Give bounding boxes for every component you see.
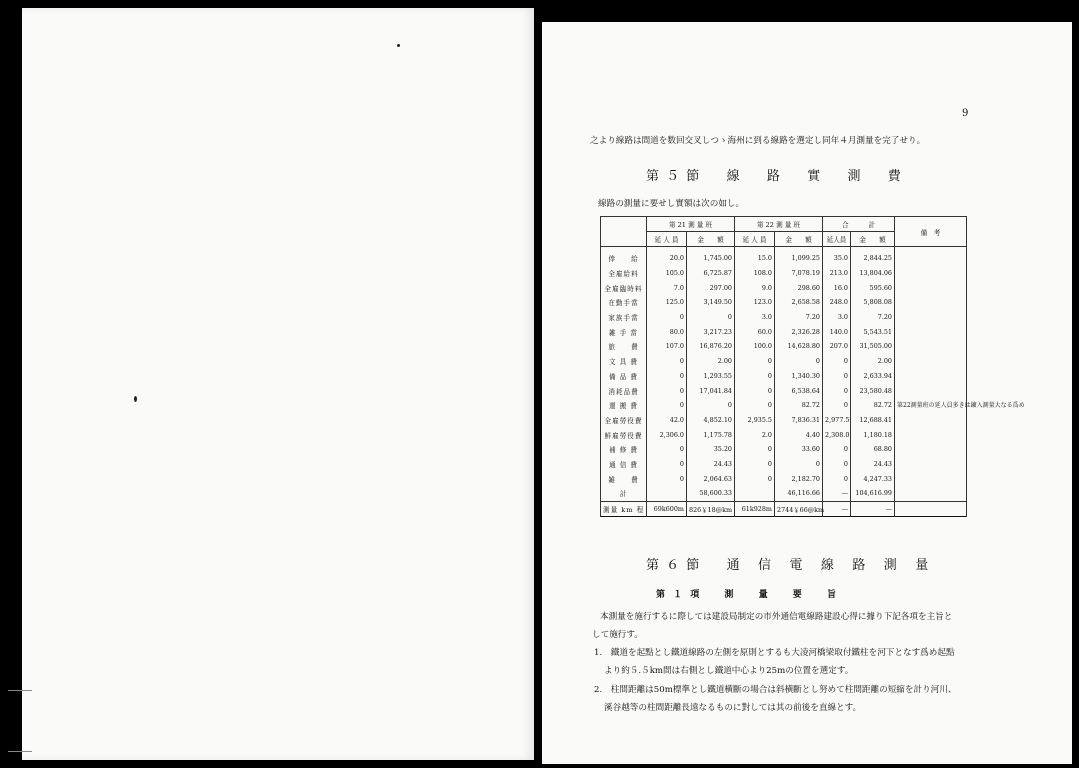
value-cell: 35.0 (823, 251, 851, 266)
value-cell: 2,977.5 (823, 413, 851, 428)
remarks-cell (895, 501, 967, 517)
value-cell: 100.0 (735, 339, 775, 354)
section5-lead: 線路の測量に要せし實額は次の如し。 (598, 199, 745, 209)
sub-header: 延 人 員 (735, 232, 775, 247)
value-cell: 2,658.58 (775, 295, 823, 310)
value-cell: 1,293.55 (687, 369, 735, 384)
value-cell: 213.0 (823, 266, 851, 281)
value-cell: 3.0 (823, 310, 851, 325)
value-cell: 108.0 (735, 266, 775, 281)
value-cell: 42.0 (647, 413, 687, 428)
value-cell: 20.0 (647, 251, 687, 266)
value-cell: 4.40 (775, 427, 823, 442)
para-line: 本測量を施行するに際しては建設局制定の市外通信電線路建設心得に據り下記各項を主旨と (600, 612, 953, 622)
value-cell: 0 (647, 457, 687, 472)
value-cell: 123.0 (735, 295, 775, 310)
value-cell: 2.00 (851, 354, 895, 369)
row-label: 通 信 費 (601, 457, 647, 472)
value-cell: 9.0 (735, 280, 775, 295)
group-header: 合 計 (823, 217, 895, 232)
value-cell: 0 (775, 457, 823, 472)
value-cell: 0 (823, 471, 851, 486)
section6-heading: 第６節 通 信 電 線 路 測 量 (646, 558, 936, 573)
value-cell: 0 (823, 442, 851, 457)
value-cell: 0 (735, 457, 775, 472)
table-body (601, 247, 1025, 517)
value-cell: 24.43 (687, 457, 735, 472)
value-cell: 0 (823, 383, 851, 398)
value-cell: 1,099.25 (775, 251, 823, 266)
value-cell: 5,808.08 (851, 295, 895, 310)
sub-header: 金 額 (851, 232, 895, 247)
value-cell: 7.0 (647, 280, 687, 295)
value-cell: 0 (735, 471, 775, 486)
sub-header: 延人員 (823, 232, 851, 247)
value-cell: 4,247.33 (851, 471, 895, 486)
item-2-line: 溪谷越等の柱間距離長遠なるものに對しては其の前後を直線とす。 (604, 703, 862, 713)
value-cell: 7,836.31 (775, 413, 823, 428)
value-cell: 2,844.25 (851, 251, 895, 266)
value-cell: 0 (647, 442, 687, 457)
value-cell: 6,725.87 (687, 266, 735, 281)
page-number: 9 (962, 108, 969, 119)
km-row (601, 501, 967, 517)
sub-header: 金 額 (687, 232, 735, 247)
value-cell: 0 (647, 398, 687, 413)
remarks-cell (895, 251, 1025, 501)
row-label: 計 (601, 486, 647, 501)
value-cell: 1,745.00 (687, 251, 735, 266)
value-cell: 35.20 (687, 442, 735, 457)
intro-line: 之より線路は間道を数回交叉しつゝ海州に到る線路を選定し同年４月測量を完了せり。 (590, 136, 926, 146)
table-row (601, 251, 967, 266)
dust-speck (397, 44, 400, 47)
value-cell: 0 (647, 354, 687, 369)
value-cell: 0 (823, 354, 851, 369)
value-cell: 0 (823, 398, 851, 413)
value-cell: 0 (647, 383, 687, 398)
remarks-header: 備 考 (895, 217, 967, 247)
value-cell: 2.00 (687, 354, 735, 369)
value-cell: 0 (647, 369, 687, 384)
value-cell: 2,935.5 (735, 413, 775, 428)
row-label: 全雇臨時料 (601, 280, 647, 295)
left-page (22, 8, 534, 760)
value-cell: 46,116.66 (775, 486, 823, 501)
value-cell: 3,149.50 (687, 295, 735, 310)
value-cell: 5,543.51 (851, 324, 895, 339)
row-label: 消耗品費 (601, 383, 647, 398)
value-cell: 0 (735, 383, 775, 398)
value-cell: 68.80 (851, 442, 895, 457)
value-cell: 24.43 (851, 457, 895, 472)
value-cell: — (851, 501, 895, 517)
remarks-note: 第22測量班の延人員多きは鑛入測量大なる爲め (897, 401, 1025, 409)
value-cell: 107.0 (647, 339, 687, 354)
value-cell: 2,306.0 (647, 427, 687, 442)
survey-cost-table (600, 216, 1025, 517)
value-cell: 7.20 (851, 310, 895, 325)
value-cell: 16,876.20 (687, 339, 735, 354)
value-cell: 31,505.00 (851, 339, 895, 354)
value-cell: 0 (735, 369, 775, 384)
group-header: 第 22 測 量 班 (735, 217, 823, 232)
item-1-line: より約５.５km間は右側とし鐵道中心より25mの位置を選定す。 (604, 666, 854, 676)
value-cell: 0 (647, 471, 687, 486)
row-label: 在勤手當 (601, 295, 647, 310)
row-label: 測量 km 程 (601, 501, 647, 517)
value-cell: 0 (823, 457, 851, 472)
value-cell: 80.0 (647, 324, 687, 339)
value-cell: 16.0 (823, 280, 851, 295)
dust-speck (134, 396, 137, 402)
value-cell: 104,616.99 (851, 486, 895, 501)
row-label: 家族手當 (601, 310, 647, 325)
row-label: 全雇給料 (601, 266, 647, 281)
row-label: 備 品 費 (601, 369, 647, 384)
value-cell: 58,600.33 (687, 486, 735, 501)
value-cell: 298.60 (775, 280, 823, 295)
value-cell: 826￥18@km (687, 501, 735, 517)
value-cell: 7.20 (775, 310, 823, 325)
value-cell: 7,078.19 (775, 266, 823, 281)
value-cell: 15.0 (735, 251, 775, 266)
value-cell: 2744￥66@km (775, 501, 823, 517)
value-cell: — (823, 486, 851, 501)
value-cell: 2.0 (735, 427, 775, 442)
value-cell: 0 (823, 369, 851, 384)
value-cell: 297.00 (687, 280, 735, 295)
value-cell: 0 (735, 398, 775, 413)
section5-heading: 第５節 線 路 實 測 費 (646, 169, 908, 184)
row-label: 鮮雇勞役費 (601, 427, 647, 442)
row-label: 旅 費 (601, 339, 647, 354)
value-cell: 2,326.28 (775, 324, 823, 339)
item-2-line: 2. 柱間距離は50m標準とし鐵道横斷の場合は斜横斷とし努めて柱間距離の短縮を計り河川、 (594, 685, 957, 695)
value-cell: 60.0 (735, 324, 775, 339)
value-cell: 4,852.10 (687, 413, 735, 428)
value-cell: 69k600m (647, 501, 687, 517)
value-cell: 1,175.78 (687, 427, 735, 442)
value-cell: 2,633.94 (851, 369, 895, 384)
item-1-line: 1. 鐵道を起點とし鐵道線路の左側を原則とするも大凌河橋梁取付鐵柱を河下となす爲め起點 (594, 648, 955, 658)
row-label: 雑 費 (601, 471, 647, 486)
value-cell: 105.0 (647, 266, 687, 281)
row-label: 全雇勞役費 (601, 413, 647, 428)
value-cell: 12,688.41 (851, 413, 895, 428)
value-cell: 125.0 (647, 295, 687, 310)
value-cell: 82.72 (775, 398, 823, 413)
value-cell: 6,538.64 (775, 383, 823, 398)
value-cell: 3.0 (735, 310, 775, 325)
value-cell: 1,180.18 (851, 427, 895, 442)
value-cell: 61k928m (735, 501, 775, 517)
value-cell: 82.72 (851, 398, 895, 413)
value-cell: 0 (735, 442, 775, 457)
value-cell: 140.0 (823, 324, 851, 339)
group-header: 第 21 測 量 班 (647, 217, 735, 232)
row-label: 文 具 費 (601, 354, 647, 369)
para-line: して施行す。 (592, 630, 643, 640)
value-cell: 17,041.84 (687, 383, 735, 398)
row-label: 俸 給 (601, 251, 647, 266)
value-cell: 2,182.70 (775, 471, 823, 486)
corner-cell (601, 217, 647, 247)
value-cell: 23,580.48 (851, 383, 895, 398)
value-cell: — (823, 501, 851, 517)
value-cell: 248.0 (823, 295, 851, 310)
value-cell: 0 (647, 310, 687, 325)
section6-subheading: 第１項 測 量 要 旨 (656, 590, 845, 600)
value-cell: 14,628.80 (775, 339, 823, 354)
value-cell: 1,340.30 (775, 369, 823, 384)
sub-header: 金 額 (775, 232, 823, 247)
sub-header: 延 人 員 (647, 232, 687, 247)
value-cell: 0 (775, 354, 823, 369)
value-cell: 0 (687, 398, 735, 413)
value-cell: 0 (735, 354, 775, 369)
value-cell: 2,064.63 (687, 471, 735, 486)
value-cell: 595.60 (851, 280, 895, 295)
value-cell: 0 (687, 310, 735, 325)
value-cell: 3,217.23 (687, 324, 735, 339)
row-label: 雑 手 當 (601, 324, 647, 339)
right-page (542, 22, 1072, 764)
value-cell: 207.0 (823, 339, 851, 354)
value-cell (647, 486, 687, 501)
value-cell: 33.60 (775, 442, 823, 457)
value-cell: 13,804.06 (851, 266, 895, 281)
row-label: 運 搬 費 (601, 398, 647, 413)
value-cell (735, 486, 775, 501)
row-label: 補 修 費 (601, 442, 647, 457)
stacked-page-edges (8, 690, 32, 752)
value-cell: 2,308.0 (823, 427, 851, 442)
